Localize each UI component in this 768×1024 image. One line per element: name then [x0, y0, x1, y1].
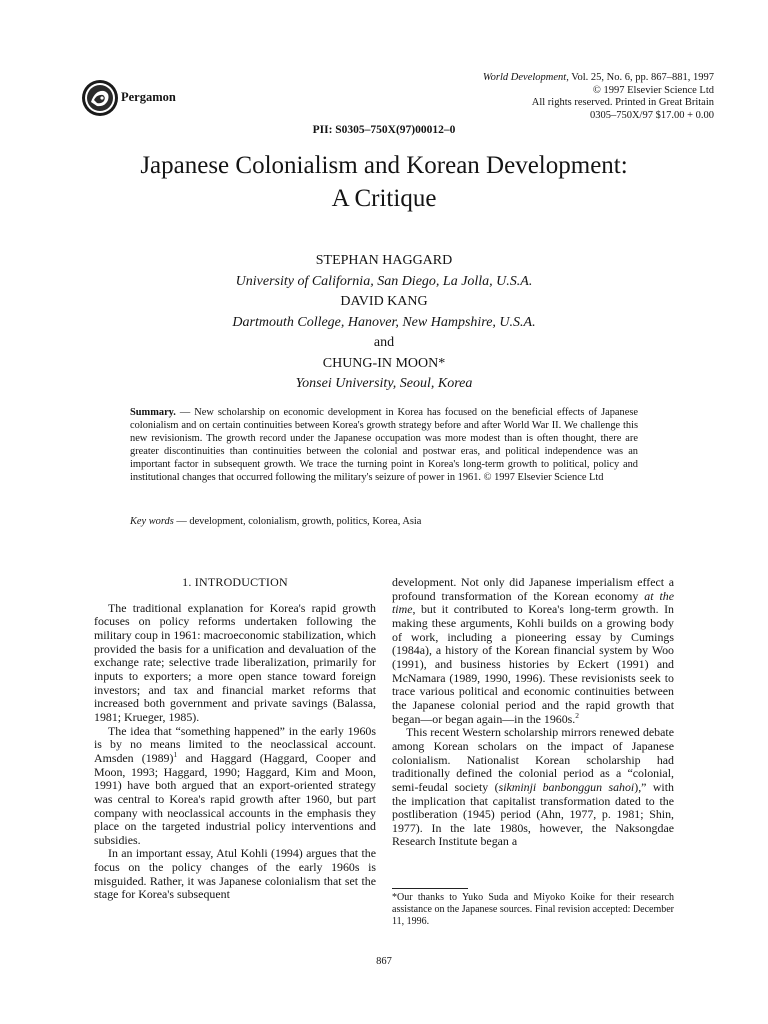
article-title [0, 149, 768, 215]
paragraph [392, 726, 674, 849]
keywords-text: — development, colonialism, growth, politics, Korea, Asia [173, 516, 422, 527]
emphasis-text: sikminji banbonggun sahoi [498, 779, 635, 794]
footnote-marker: 1 [173, 749, 178, 759]
paragraph [94, 725, 376, 848]
paragraph-text: The idea that “something happened” in the early 1960s is by no means limited to the neoclassical account. Amsden (1989) [94, 723, 376, 765]
page-number: 867 [376, 956, 392, 967]
paragraph-text: and Haggard (Haggard, Cooper and Moon, 1993; Haggard, 1990; Haggard, Kim and Moon, 1991) have both argued that an export-oriented strategy was central to Korea's rapid growth after 1960, but part company with neoclassical accounts in the emphasis they place on the targeted industrial policy interventions and subsidies. [94, 750, 376, 847]
title-line-2: A Critique [331, 185, 437, 212]
rights-line: All rights reserved. Printed in Great Britain [531, 97, 714, 109]
citation-block [483, 72, 714, 122]
paragraph-text: This recent Western scholarship mirrors renewed debate among Korean scholars on the impact of Japanese colonialism. Nationalist Korean scholarship had traditionally defined the colonial period as a “colonial, semi-feudal society ( [392, 725, 674, 794]
copyright-line: © 1997 Elsevier Science Ltd [592, 84, 714, 96]
publisher-name: Pergamon [121, 90, 176, 104]
body-column-right [392, 576, 674, 849]
body-column-left [94, 576, 376, 902]
summary-label: Summary. [130, 407, 176, 418]
paragraph: In an important essay, Atul Kohli (1994) argues that the focus on the policy changes of the early 1960s is misguided. Rather, it was Japanese colonialism that set the stage for Korea's subsequent [94, 846, 376, 902]
footnote-marker: 2 [575, 710, 580, 720]
paragraph: The traditional explanation for Korea's rapid growth focuses on policy reforms undertaken following the military coup in 1961: macroeconomic stabilization, which provided the basis for a unification and devaluation of the exchange rate; selective trade liberalization, primarily for inputs to exporters; a more open stance toward foreign investors; and tax and financial market reforms that increased both government and private savings (Balassa, 1981; Krueger, 1985). [94, 600, 376, 724]
summary-text: — New scholarship on economic development in Korea has focused on the beneficial effects of Japanese colonialism and on certain continuities between Korea's growth strategy before and after World War II. We challenge this new revisionism. The growth record under the Japanese occupation was more modest than is often thought, there are greater discontinuities than continuities between the colonial and postwar eras, and political independence was an important factor in subsequent growth. We trace the turning point in Korea's long-term growth to political, policy and institutional changes that occurred following the military's seizure of power in 1961. © 1997 Elsevier Science Ltd [130, 407, 638, 483]
journal-name: World Development [482, 72, 567, 83]
pergamon-logo-icon [80, 78, 120, 118]
author-block [0, 251, 768, 395]
section-heading: 1. INTRODUCTION [182, 575, 288, 589]
abstract [130, 406, 638, 484]
author-name: STEPHAN HAGGARD [315, 253, 453, 268]
paragraph-text: ),” with the implication that capitalist transformation dated to the postliberation (1945) period (Ahn, 1977, p. 1981; Shin, 1977). In the late 1980s, however, the Naksongdae Research Institute began a [392, 779, 674, 849]
paragraph-text: development. Not only did Japanese imperialism effect a profound transformation of the Korean economy [392, 575, 674, 603]
title-line-1: Japanese Colonialism and Korean Development: [140, 152, 628, 179]
footnote: *Our thanks to Yuko Suda and Miyoko Koike for their research assistance on the Japanese sources. Final revision accepted: December 11, 1996. [392, 892, 674, 928]
keywords [130, 516, 638, 527]
footnote-divider [392, 888, 468, 889]
author-affiliation: Dartmouth College, Hanover, New Hampshire, U.S.A. [232, 314, 536, 330]
keywords-label: Key words [130, 516, 174, 527]
author-name: CHUNG-IN MOON* [322, 355, 446, 371]
paragraph-text: , but it contributed to Korea's long-term growth. In making these arguments, Kohli builds on a growing body of work, including a pioneering essay by Cumings (1984a), a history of the Korean financial system by Woo (1991), and business histories by Eckert (1991) and McNamara (1989, 1990, 1996). These revisionists seek to trace various political and economic continuities between the Japanese colonial period and the rapid growth that began—or began again—in the 1960s. [392, 602, 674, 726]
pii-identifier: PII: S0305–750X(97)00012–0 [312, 124, 456, 136]
citation-volume: , Vol. 25, No. 6, pp. 867–881, 1997 [566, 72, 714, 83]
price-line: 0305–750X/97 $17.00 + 0.00 [589, 109, 714, 121]
author-name: DAVID KANG [340, 294, 428, 309]
paragraph [392, 576, 674, 726]
author-affiliation: University of California, San Diego, La Jolla, U.S.A. [235, 273, 533, 289]
author-affiliation: Yonsei University, Seoul, Korea [295, 376, 473, 391]
emphasis-text: at the time [392, 588, 674, 617]
author-conjunction: and [373, 335, 395, 350]
